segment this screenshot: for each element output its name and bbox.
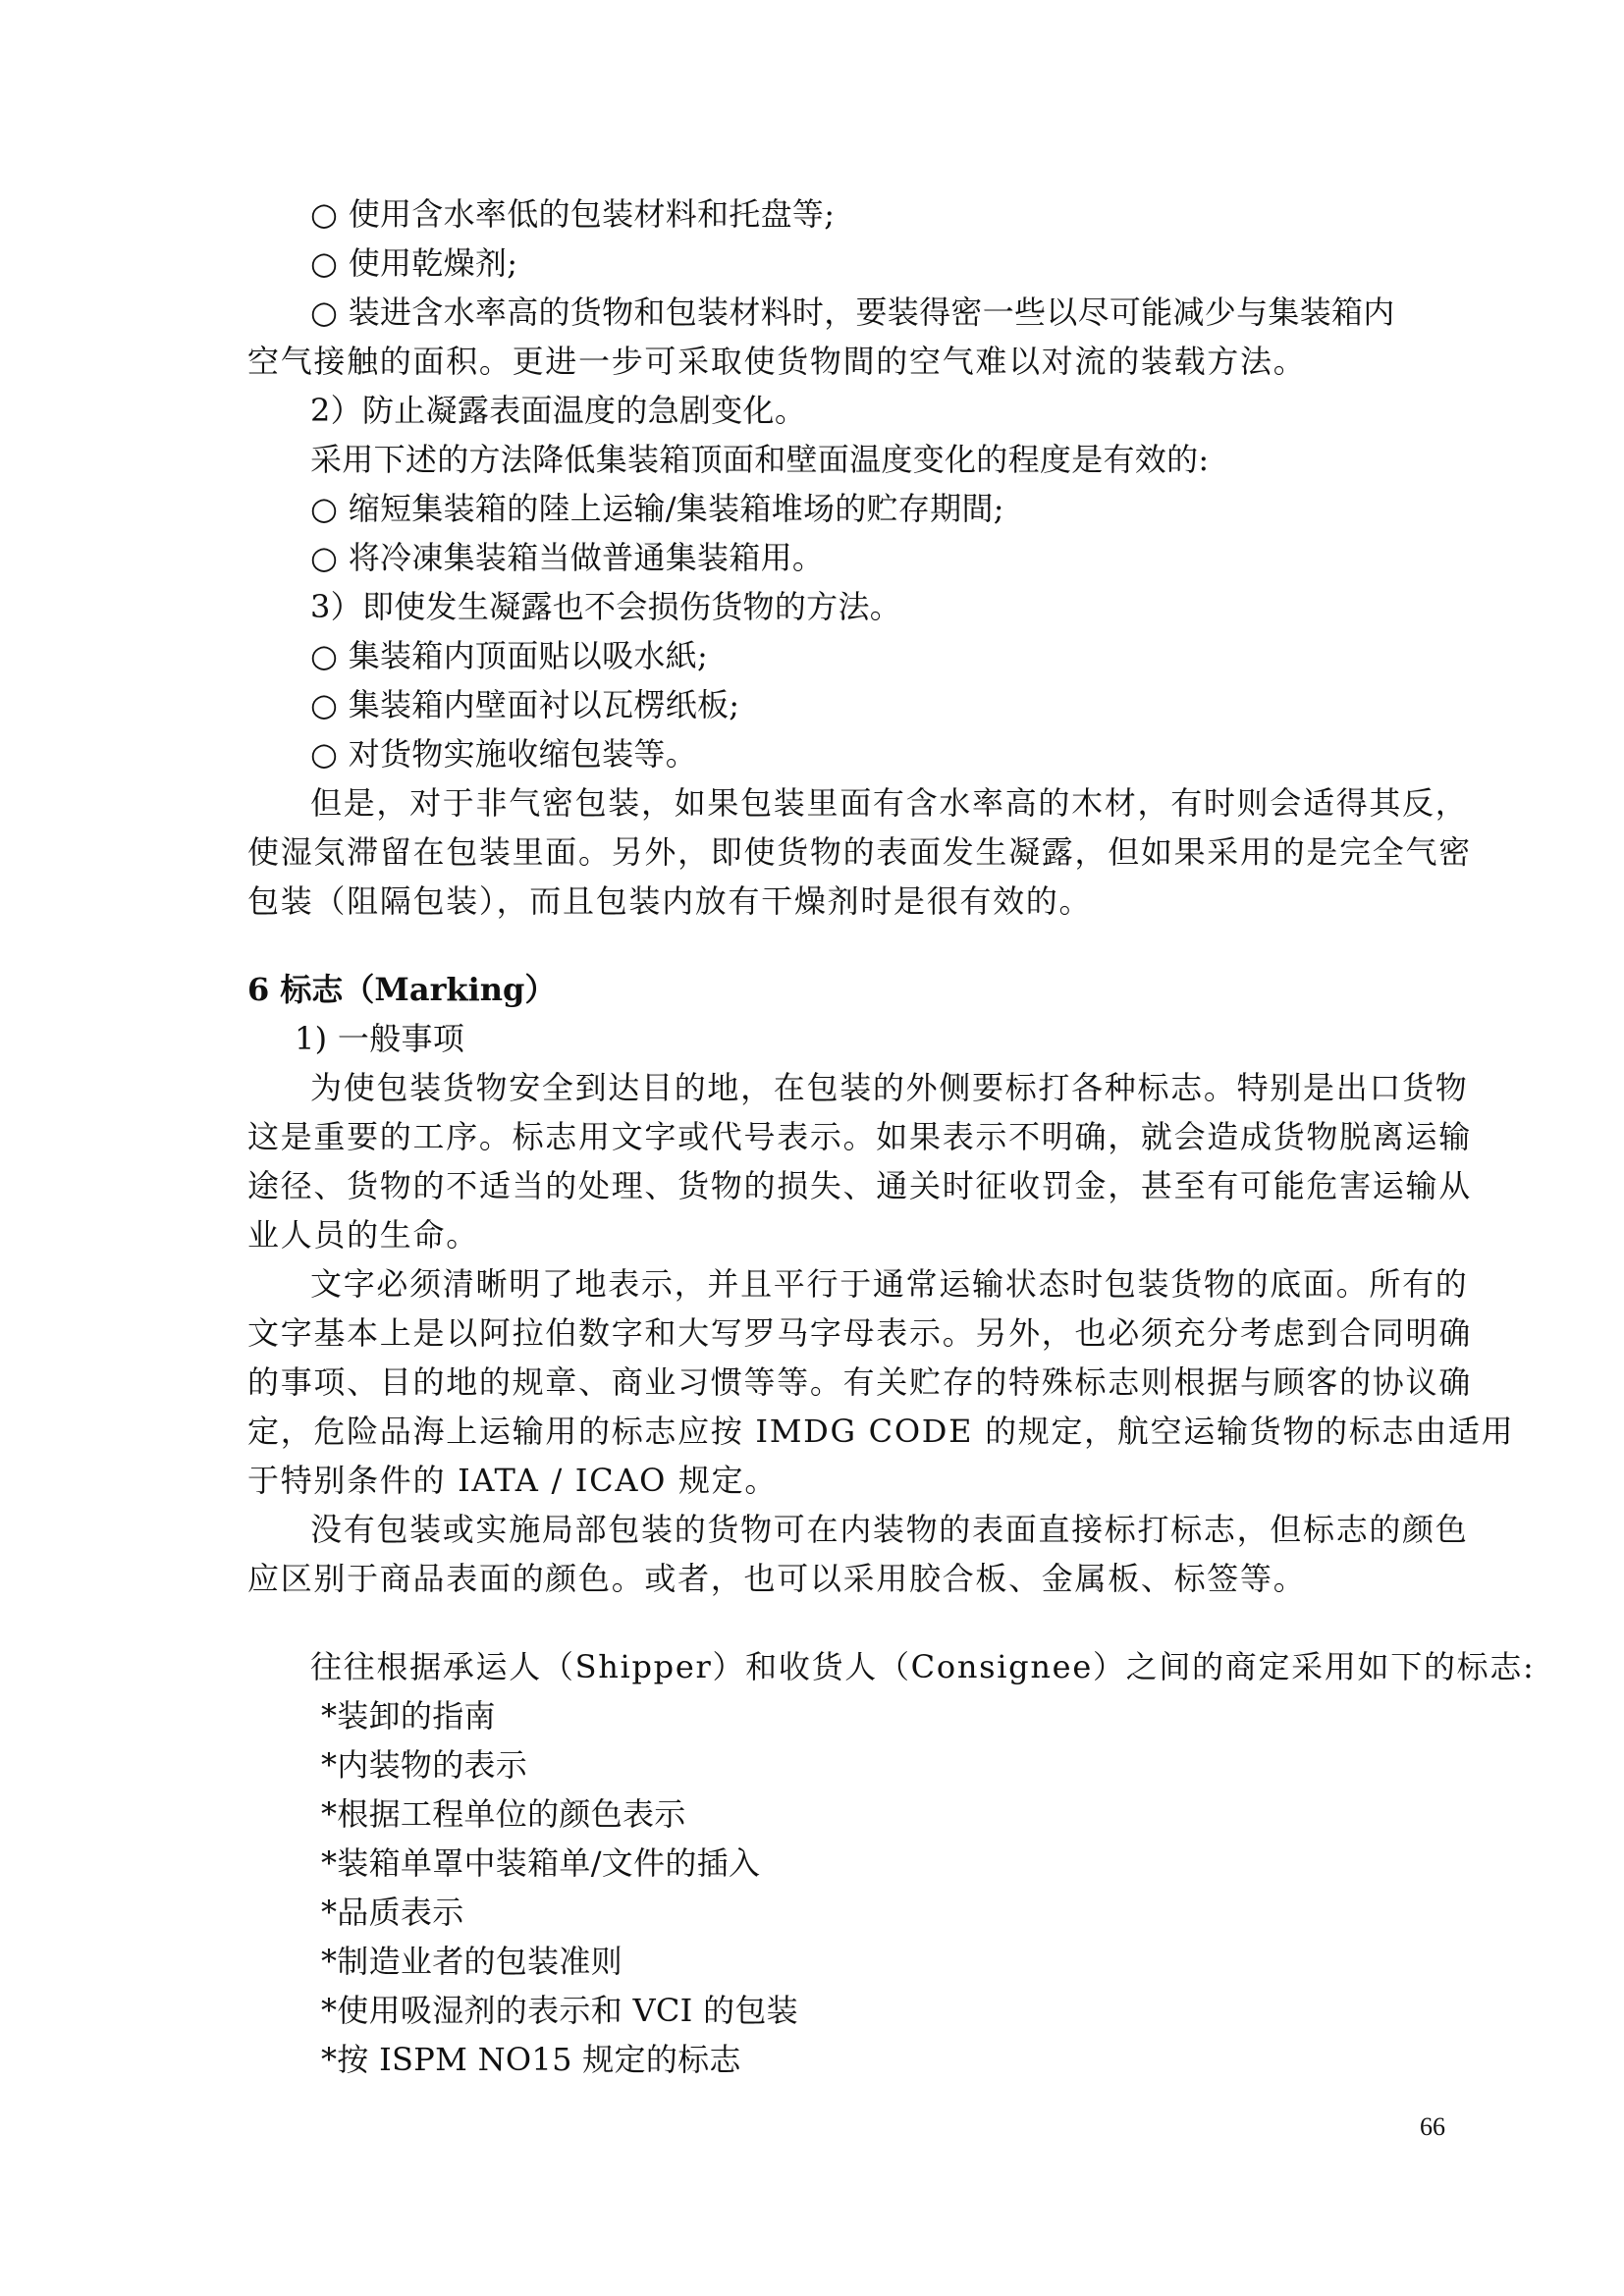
paragraph-line: 业人员的生命。 xyxy=(247,1216,479,1254)
paragraph-line: 这是重要的工序。标志用文字或代号表示。如果表示不明确，就会造成货物脱离运输 xyxy=(247,1118,1472,1155)
paragraph-line: 空气接触的面积。更进一步可采取使货物間的空气难以对流的装载方法。 xyxy=(247,343,1307,380)
paragraph-line: 但是，对于非气密包装，如果包装里面有含水率高的木材，有时则会适得其反， xyxy=(310,784,1469,822)
paragraph-line: 文字基本上是以阿拉伯数字和大写罗马字母表示。另外，也必须充分考虑到合同明确 xyxy=(247,1314,1472,1352)
marking-list-item: *装卸的指南 xyxy=(321,1697,496,1735)
list-line: ○ 对货物实施收缩包装等。 xyxy=(310,735,697,773)
list-line: ○ 集装箱内壁面衬以瓦楞纸板; xyxy=(310,686,740,723)
subsection-heading: 1) 一般事项 xyxy=(295,1020,465,1057)
paragraph-line: 为使包装货物安全到达目的地，在包装的外侧要标打各种标志。特别是出口货物 xyxy=(310,1069,1469,1106)
marking-list-item: *按 ISPM NO15 规定的标志 xyxy=(321,2041,741,2078)
list-line: ○ 使用乾燥剂; xyxy=(310,244,518,282)
list-line: 采用下述的方法降低集装箱顶面和壁面温度变化的程度是有效的: xyxy=(310,441,1210,478)
paragraph-line: 文字必须清晰明了地表示，并且平行于通常运输状态时包装货物的底面。所有的 xyxy=(310,1265,1469,1303)
list-line: 3）即使发生凝露也不会损伤货物的方法。 xyxy=(310,588,902,625)
marking-list-item: *内装物的表示 xyxy=(321,1746,528,1784)
section-heading: 6 标志（Marking） xyxy=(247,971,557,1008)
paragraph-line: 使湿気滞留在包装里面。另外，即使货物的表面发生凝露，但如果采用的是完全气密 xyxy=(247,833,1472,871)
paragraph-line: 的事项、目的地的规章、商业习惯等等。有关贮存的特殊标志则根据与顾客的协议确 xyxy=(247,1363,1472,1401)
paragraph-line: 往往根据承运人（Shipper）和收货人（Consignee）之间的商定采用如下的标志: xyxy=(310,1648,1536,1685)
marking-list-item: *制造业者的包装准则 xyxy=(321,1943,623,1980)
paragraph-line: 应区别于商品表面的颜色。或者，也可以采用胶合板、金属板、标签等。 xyxy=(247,1560,1307,1597)
list-line: ○ 集装箱内顶面贴以吸水紙; xyxy=(310,637,709,674)
paragraph-line: 包装（阻隔包装），而且包装内放有干燥剂时是很有效的。 xyxy=(247,882,1093,920)
marking-list-item: *品质表示 xyxy=(321,1894,464,1931)
list-line: ○ 将冷凍集装箱当做普通集装箱用。 xyxy=(310,539,825,576)
paragraph-line: 途径、货物的不适当的处理、货物的损失、通关时征收罚金，甚至有可能危害运输从 xyxy=(247,1167,1472,1204)
list-line: 2）防止凝露表面温度的急剧变化。 xyxy=(310,392,807,429)
marking-list-item: *根据工程单位的颜色表示 xyxy=(321,1795,686,1833)
spacer xyxy=(247,1603,1465,1642)
list-line: ○ 使用含水率低的包装材料和托盘等; xyxy=(310,195,836,233)
paragraph-line: 于特别条件的 IATA / ICAO 规定。 xyxy=(247,1462,779,1499)
marking-list-item: *使用吸湿剂的表示和 VCI 的包装 xyxy=(321,1992,798,2029)
page-number: 66 xyxy=(1420,2112,1445,2141)
paragraph-line: 定，危险品海上运输用的标志应按 IMDG CODE 的规定，航空运输货物的标志由适用 xyxy=(247,1413,1515,1450)
spacer xyxy=(247,926,1465,965)
list-line: ○ 装进含水率高的货物和包装材料时，要装得密一些以尽可能减少与集装箱内 xyxy=(310,294,1395,331)
document-body xyxy=(247,189,1536,2084)
marking-list-item: *装箱单罩中装箱单/文件的插入 xyxy=(321,1844,761,1882)
list-line: ○ 缩短集装箱的陸上运输/集装箱堆场的贮存期間; xyxy=(310,490,1004,527)
paragraph-line: 没有包装或实施局部包装的货物可在内装物的表面直接标打标志，但标志的颜色 xyxy=(310,1511,1469,1548)
